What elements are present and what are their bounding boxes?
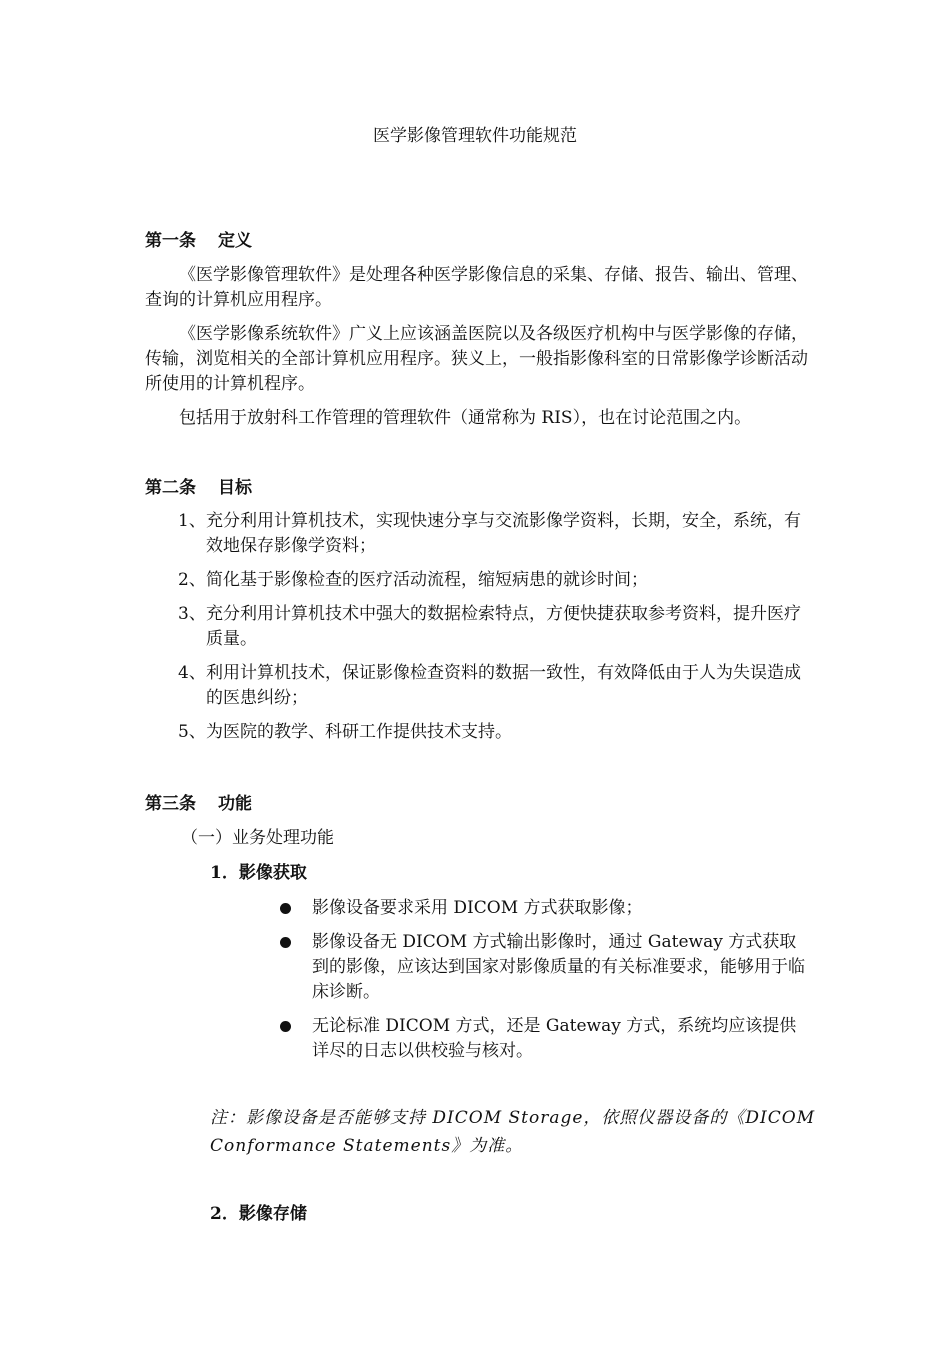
note-text: 注：影像设备是否能够支持 DICOM Storage，依照仪器设备的《DICOM Conformance Statements》为准。 <box>210 1108 816 1156</box>
bullet-item <box>280 930 810 1005</box>
item-number: 5、 <box>178 722 206 742</box>
item-number: 4、 <box>178 663 206 683</box>
item-text: 为医院的教学、科研工作提供技术支持。 <box>206 722 512 742</box>
bullet-text: 无论标准 DICOM 方式，还是 Gateway 方式，系统均应该提供详尽的日志以供校验与核对。 <box>312 1016 797 1061</box>
article-3-heading <box>145 792 252 816</box>
list-item <box>178 720 808 745</box>
goals-list <box>178 509 808 754</box>
article-2-label: 第二条 <box>145 478 196 498</box>
list-item <box>178 602 808 652</box>
section-business-functions: （一）业务处理功能 <box>181 828 334 848</box>
article-1-name: 定义 <box>218 231 252 251</box>
list-item <box>178 568 808 593</box>
item-text: 简化基于影像检查的医疗活动流程，缩短病患的就诊时间； <box>206 570 648 590</box>
article-1-paragraph-2: 《医学影像系统软件》广义上应该涵盖医院以及各级医疗机构中与医学影像的存储，传输，浏览相关的全部计算机应用程序。狭义上，一般指影像科室的日常影像学诊断活动所使用的计算机程序。 <box>145 324 808 394</box>
bullet-dot-icon <box>280 1021 291 1032</box>
article-1-heading <box>145 229 252 253</box>
bullet-dot-icon <box>280 903 291 914</box>
article-1-label: 第一条 <box>145 231 196 251</box>
bullet-item <box>280 896 810 921</box>
bullet-dot-icon <box>280 937 291 948</box>
item-number: 1、 <box>178 511 206 531</box>
article-2-name: 目标 <box>218 478 252 498</box>
article-1-paragraph-1: 《医学影像管理软件》是处理各种医学影像信息的采集、存储、报告、输出、管理、查询的计算机应用程序。 <box>145 265 808 310</box>
item-number: 3、 <box>178 604 206 624</box>
subsection-image-acquisition: 1．影像获取 <box>210 863 307 883</box>
item-text: 充分利用计算机技术，实现快速分享与交流影像学资料，长期，安全，系统，有效地保存影像学资料； <box>206 511 801 556</box>
page-title: 医学影像管理软件功能规范 <box>373 126 577 146</box>
item-text: 充分利用计算机技术中强大的数据检索特点，方便快捷获取参考资料，提升医疗质量。 <box>206 604 801 649</box>
acquisition-bullets <box>280 896 810 1073</box>
article-1-paragraph-3: 包括用于放射科工作管理的管理软件（通常称为 RIS），也在讨论范围之内。 <box>179 408 752 428</box>
list-item <box>178 509 808 559</box>
list-item <box>178 661 808 711</box>
article-3-label: 第三条 <box>145 794 196 814</box>
item-number: 2、 <box>178 570 206 590</box>
item-text: 利用计算机技术，保证影像检查资料的数据一致性，有效降低由于人为失误造成的医患纠纷； <box>206 663 801 708</box>
bullet-text: 影像设备要求采用 DICOM 方式获取影像； <box>312 898 643 918</box>
article-2-heading <box>145 476 252 500</box>
bullet-text: 影像设备无 DICOM 方式输出影像时，通过 Gateway 方式获取到的影像，应该达到国家对影像质量的有关标准要求，能够用于临床诊断。 <box>312 932 805 1002</box>
subsection-image-storage: 2．影像存储 <box>210 1204 307 1224</box>
bullet-item <box>280 1014 810 1064</box>
article-3-name: 功能 <box>218 794 252 814</box>
